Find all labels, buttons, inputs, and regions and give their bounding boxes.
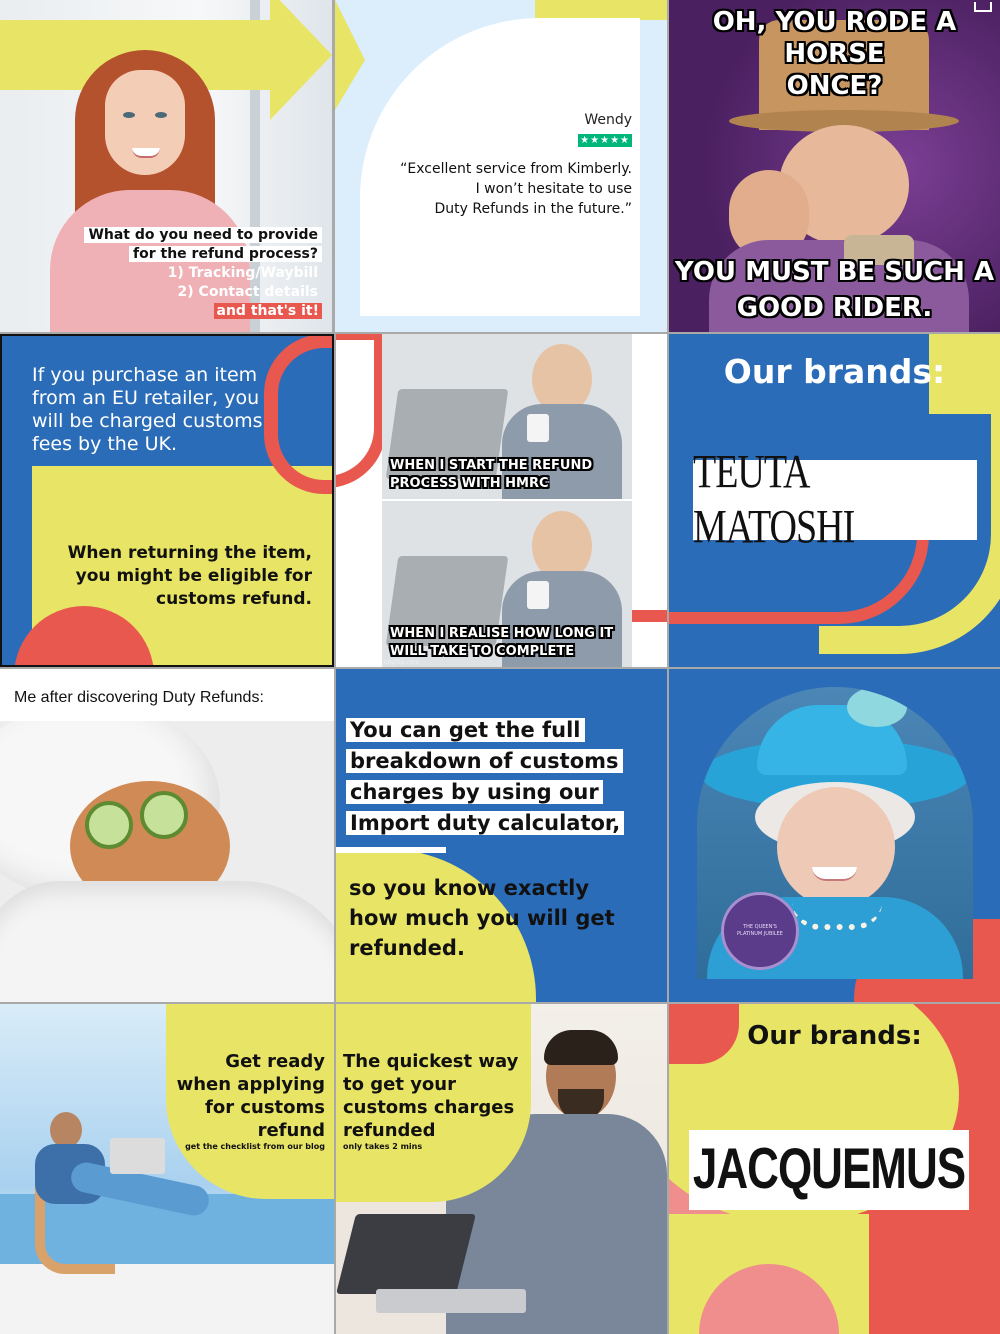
tile-review bbox=[335, 0, 667, 332]
checklist-note: get the checklist from our blog bbox=[185, 1142, 325, 1151]
bottom-line-2: you might be eligible for bbox=[75, 566, 312, 586]
cucumber-right bbox=[140, 791, 188, 839]
laptop bbox=[336, 1214, 476, 1294]
line-1: Get ready bbox=[225, 1051, 325, 1072]
line-2: when applying bbox=[176, 1074, 325, 1095]
laptop bbox=[110, 1138, 165, 1174]
line-4: 2) Contact details bbox=[177, 284, 318, 300]
tile-refund-requirements bbox=[0, 0, 332, 332]
jubilee-seal bbox=[721, 892, 799, 970]
coral-bar-right bbox=[626, 610, 667, 622]
meme-top-text bbox=[669, 6, 1000, 102]
blanket bbox=[0, 881, 334, 1002]
duration-note: only takes 2 mins bbox=[343, 1142, 423, 1151]
review-content bbox=[400, 112, 632, 219]
tile-cat-spa bbox=[0, 669, 334, 1002]
top-line-3: will be charged customs bbox=[32, 410, 263, 432]
quote-line-3: Duty Refunds in the future.” bbox=[434, 201, 632, 217]
caption-1-line-2: PROCESS WITH HMRC bbox=[390, 476, 549, 491]
tile-get-ready bbox=[0, 1004, 334, 1334]
reviewer-name: Wendy bbox=[584, 112, 632, 128]
bottom-line-2: how much you will get bbox=[349, 906, 615, 930]
brand-logo-box bbox=[689, 1130, 969, 1210]
top-line-4: fees by the UK. bbox=[32, 433, 177, 455]
caption-1 bbox=[390, 457, 592, 493]
caption: Me after discovering Duty Refunds: bbox=[14, 689, 264, 706]
review-quote bbox=[400, 159, 632, 219]
get-ready-text bbox=[177, 1050, 325, 1152]
quote-line-1: “Excellent service from Kimberly. bbox=[400, 161, 632, 177]
jubilee-seal-text: THE QUEEN'S PLATINUM JUBILEE bbox=[737, 924, 783, 937]
line-1: What do you need to provide bbox=[84, 227, 322, 243]
cat-photo bbox=[0, 721, 334, 1002]
caption-2-line-2: WILL TAKE TO COMPLETE bbox=[390, 644, 575, 659]
top-line-2: breakdown of customs bbox=[346, 749, 623, 773]
coral-curve-left bbox=[336, 334, 386, 488]
bottom-line-1: so you know exactly bbox=[349, 876, 590, 900]
harold-panel-2 bbox=[382, 501, 632, 667]
line-2: to get your bbox=[343, 1074, 456, 1095]
brands-heading: Our brands: bbox=[747, 1021, 922, 1051]
line-3: customs charges bbox=[343, 1097, 515, 1118]
expand-icon[interactable] bbox=[974, 2, 992, 12]
tile-wonka-meme bbox=[669, 0, 1000, 332]
star-rating: ★★★★★ bbox=[580, 135, 630, 146]
calculator-text-bottom bbox=[349, 873, 615, 963]
calculator-text-top bbox=[346, 715, 624, 839]
line-4: refunded bbox=[343, 1120, 436, 1141]
caption-2 bbox=[390, 625, 613, 661]
terrace bbox=[0, 1264, 334, 1334]
brand-logo-box bbox=[693, 446, 977, 554]
line-2: for the refund process? bbox=[129, 246, 322, 262]
bottom-line-1: YOU MUST BE SUCH A bbox=[674, 257, 995, 287]
cucumber-left bbox=[85, 801, 133, 849]
eye-right bbox=[155, 112, 167, 118]
quickest-way-text bbox=[343, 1050, 518, 1152]
caption-2-line-1: WHEN I REALISE HOW LONG IT bbox=[390, 626, 614, 641]
smile bbox=[812, 867, 857, 881]
man-hair bbox=[544, 1030, 618, 1065]
bottom-line-1: When returning the item, bbox=[67, 543, 312, 563]
yellow-top-band bbox=[535, 0, 667, 20]
mug bbox=[527, 581, 549, 609]
brand-logo-teuta: TEUTA MATOSHI bbox=[693, 446, 855, 554]
tile-eu-purchase bbox=[0, 334, 334, 667]
caption-1-line-1: WHEN I START THE REFUND bbox=[390, 458, 593, 473]
bottom-text bbox=[68, 542, 312, 611]
top-line-1: OH, YOU RODE A HORSE bbox=[712, 7, 957, 69]
bottom-line-3: refunded. bbox=[349, 936, 465, 960]
keyboard bbox=[376, 1289, 526, 1313]
tile-queen bbox=[669, 669, 1000, 1002]
mug bbox=[527, 414, 549, 442]
face bbox=[777, 787, 895, 907]
pearl-necklace bbox=[792, 902, 882, 930]
face bbox=[105, 70, 185, 175]
white-edge bbox=[336, 847, 446, 853]
top-line-4: Import duty calculator, bbox=[346, 811, 624, 835]
line-4: refund bbox=[257, 1120, 325, 1141]
bottom-line-3: customs refund. bbox=[156, 589, 312, 609]
queen-photo-arch bbox=[697, 687, 973, 979]
quote-line-2: I won’t hesitate to use bbox=[475, 181, 632, 197]
top-line-2: from an EU retailer, you bbox=[32, 387, 260, 409]
requirements-text bbox=[84, 226, 322, 321]
line-3: for customs bbox=[205, 1097, 325, 1118]
bottom-line-2: GOOD RIDER. bbox=[736, 293, 933, 323]
top-line-1: If you purchase an item bbox=[32, 364, 258, 386]
imgflip-watermark: imgflip.com bbox=[384, 659, 420, 666]
tile-brand-jacquemus bbox=[669, 1004, 1000, 1334]
top-line-3: charges by using our bbox=[346, 780, 603, 804]
tile-harold-meme bbox=[336, 334, 667, 667]
hat-feathers bbox=[847, 687, 907, 727]
tile-brand-teuta bbox=[669, 334, 1000, 667]
brand-logo-jacquemus: JACQUEMUS bbox=[692, 1137, 966, 1202]
harold-panel-1 bbox=[382, 334, 632, 499]
line-5: and that's it! bbox=[214, 303, 322, 319]
eye-left bbox=[123, 112, 135, 118]
line-3: 1) Tracking/Waybill bbox=[167, 265, 318, 281]
tile-quickest-way bbox=[336, 1004, 667, 1334]
tile-duty-calculator bbox=[336, 669, 667, 1002]
top-line-2: ONCE? bbox=[786, 71, 883, 101]
line-1: The quickest way bbox=[343, 1051, 519, 1072]
man-head bbox=[50, 1112, 82, 1148]
meme-bottom-text bbox=[669, 254, 1000, 326]
top-line-1: You can get the full bbox=[346, 718, 585, 742]
brands-heading: Our brands: bbox=[723, 352, 946, 391]
top-text bbox=[32, 364, 263, 456]
